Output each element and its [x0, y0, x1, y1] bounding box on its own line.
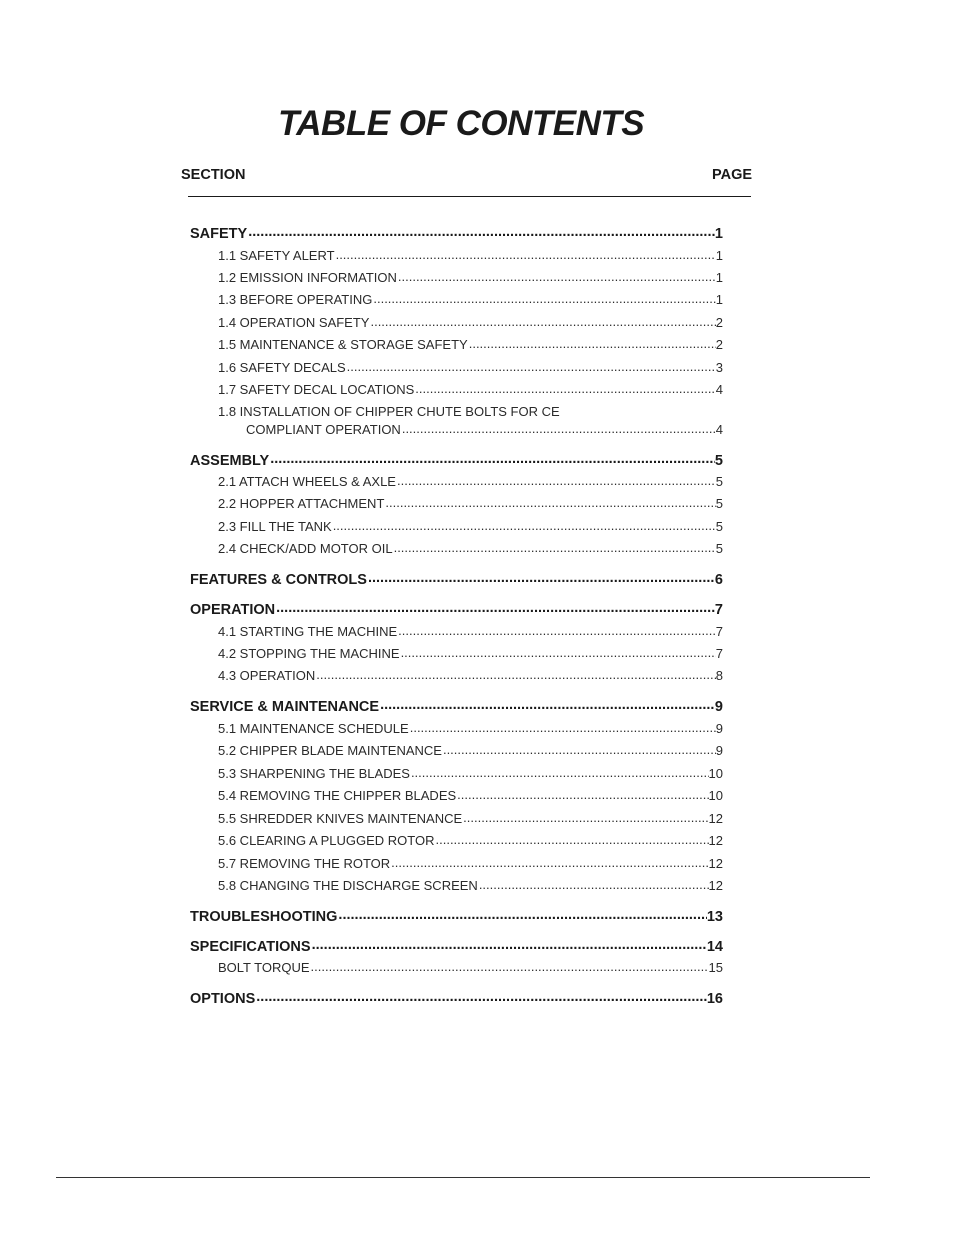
toc-entry-5-1[interactable]: 5.1 MAINTENANCE SCHEDULE ..... 9	[190, 720, 723, 736]
toc-entry-bolt-torque[interactable]: BOLT TORQUE ..... 15	[190, 959, 723, 975]
section-column-header: SECTION	[181, 167, 246, 183]
toc-entry-2-2[interactable]: 2.2 HOPPER ATTACHMENT ..... 5	[190, 495, 723, 511]
toc-entry-5-5[interactable]: 5.5 SHREDDER KNIVES MAINTENANCE ..... 12	[190, 810, 723, 826]
toc-entry-1-5[interactable]: 1.5 MAINTENANCE & STORAGE SAFETY ..... 2	[190, 336, 723, 352]
toc-entry-5-3[interactable]: 5.3 SHARPENING THE BLADES ..... 10	[190, 765, 723, 781]
toc-entry-5-8[interactable]: 5.8 CHANGING THE DISCHARGE SCREEN ..... 12	[190, 877, 723, 893]
toc-entry-2-4[interactable]: 2.4 CHECK/ADD MOTOR OIL ..... 5	[190, 540, 723, 556]
toc-entry-operation[interactable]: OPERATION ..... 7	[190, 599, 723, 618]
footer-divider	[56, 1177, 870, 1178]
toc-entry-options[interactable]: OPTIONS ..... 16	[190, 988, 723, 1007]
toc-entry-2-3[interactable]: 2.3 FILL THE TANK ..... 5	[190, 518, 723, 534]
toc-entry-5-4[interactable]: 5.4 REMOVING THE CHIPPER BLADES ..... 10	[190, 787, 723, 803]
toc-entry-troubleshooting[interactable]: TROUBLESHOOTING ..... 13	[190, 906, 723, 925]
toc-entry-4-3[interactable]: 4.3 OPERATION ..... 8	[190, 667, 723, 683]
toc-entry-5-2[interactable]: 5.2 CHIPPER BLADE MAINTENANCE ..... 9	[190, 742, 723, 758]
toc-entry-specifications[interactable]: SPECIFICATIONS ..... 14	[190, 936, 723, 955]
toc-entry-4-2[interactable]: 4.2 STOPPING THE MACHINE ..... 7	[190, 645, 723, 661]
toc-entry-1-7[interactable]: 1.7 SAFETY DECAL LOCATIONS ..... 4	[190, 381, 723, 397]
page-column-header: PAGE	[712, 167, 753, 183]
toc-entry-safety[interactable]: SAFETY ..... 1	[190, 223, 723, 242]
toc-entry-5-7[interactable]: 5.7 REMOVING THE ROTOR ..... 12	[190, 855, 723, 871]
toc-entry-1-8-line1[interactable]: 1.8 INSTALLATION OF CHIPPER CHUTE BOLTS FOR CE	[218, 404, 560, 419]
toc-entry-1-6[interactable]: 1.6 SAFETY DECALS ..... 3	[190, 359, 723, 375]
toc-entry-2-1[interactable]: 2.1 ATTACH WHEELS & AXLE ..... 5	[190, 473, 723, 489]
toc-entry-1-2[interactable]: 1.2 EMISSION INFORMATION ..... 1	[190, 269, 723, 285]
toc-entry-features-controls[interactable]: FEATURES & CONTROLS ..... 6	[190, 569, 723, 588]
toc-entry-assembly[interactable]: ASSEMBLY ..... 5	[190, 450, 723, 469]
toc-entry-1-1[interactable]: 1.1 SAFETY ALERT ..... 1	[190, 247, 723, 263]
toc-entry-4-1[interactable]: 4.1 STARTING THE MACHINE ..... 7	[190, 623, 723, 639]
toc-entry-1-3[interactable]: 1.3 BEFORE OPERATING ..... 1	[190, 291, 723, 307]
toc-entry-5-6[interactable]: 5.6 CLEARING A PLUGGED ROTOR ..... 12	[190, 832, 723, 848]
toc-entry-service-maintenance[interactable]: SERVICE & MAINTENANCE ..... 9	[190, 696, 723, 715]
toc-entry-1-4[interactable]: 1.4 OPERATION SAFETY ..... 2	[190, 314, 723, 330]
toc-entry-1-8-line2[interactable]: COMPLIANT OPERATION ..... 4	[190, 421, 723, 437]
header-divider	[188, 196, 751, 197]
page-title: TABLE OF CONTENTS	[278, 104, 645, 143]
